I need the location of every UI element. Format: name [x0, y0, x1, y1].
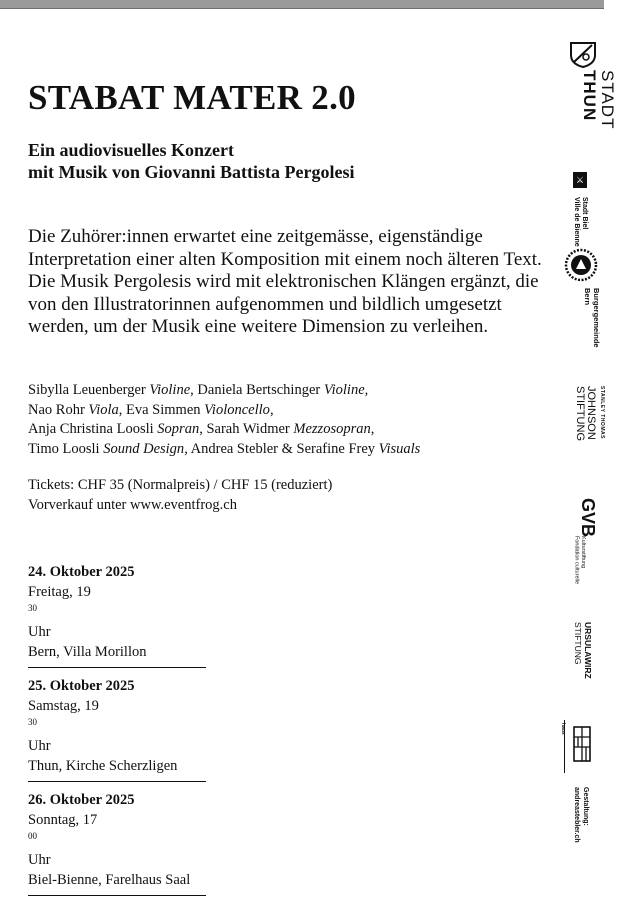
event-date: 26. Oktober 2025 [28, 792, 135, 808]
event-time: Samstag, 19 $^{30}$ Uhr [28, 698, 99, 754]
event-time: Freitag, 19 $^{30}$ Uhr [28, 584, 91, 640]
johnson-stiftung-logo: STANLEY THOMAS JOHNSON STIFTUNG [574, 386, 605, 441]
design-credit: Gestaltung: andreastebler.ch [573, 787, 589, 843]
credits-line: Nao Rohr Viola, Eva Simmen Violoncello, [28, 401, 274, 418]
page-title: STABAT MATER 2.0 [28, 78, 356, 117]
event-date: 24. Oktober 2025 [28, 564, 135, 580]
haus-label: haus [560, 723, 566, 735]
biel-emblem-icon: ⚔ [573, 172, 587, 188]
stadt-thun-logo: STADT THUN [580, 70, 617, 130]
event-time: Sonntag, 17 $^{00}$ Uhr [28, 812, 98, 868]
stadt-biel-logo: Stadt Biel Ville de Bienne [573, 197, 588, 247]
event-venue: Bern, Villa Morillon [28, 644, 147, 660]
event-date: 25. Oktober 2025 [28, 678, 135, 694]
presale-link[interactable]: Vorverkauf unter www.eventfrog.ch [28, 496, 237, 513]
burgergemeinde-seal-icon [564, 248, 598, 282]
event-venue: Thun, Kirche Scherzligen [28, 758, 178, 774]
top-border [0, 0, 604, 9]
gvb-subtitle: Kulturstiftung Fondation culturelle [573, 536, 586, 585]
ticket-prices: Tickets: CHF 35 (Normalpreis) / CHF 15 (reduziert) [28, 477, 333, 493]
tickets-info [28, 476, 332, 515]
credits-line: Anja Christina Loosli Sopran, Sarah Widmer Mezzosopran, [28, 421, 375, 437]
subtitle-line-2: mit Musik von Giovanni Battista Pergolesi [28, 162, 355, 182]
event-venue: Biel-Bienne, Farelhaus Saal [28, 872, 191, 888]
event-dates [28, 562, 206, 904]
thun-crest-icon [568, 40, 598, 68]
haus-logo-icon [572, 725, 592, 763]
subtitle [28, 139, 355, 183]
credits [28, 381, 548, 459]
subtitle-line-1: Ein audiovisuelles Konzert [28, 140, 235, 160]
event-date-item [28, 676, 206, 782]
credits-line: Sibylla Leuenberger Violine, Daniela Bertschinger Violine, [28, 382, 369, 398]
event-date-item [28, 790, 206, 896]
credits-line: Timo Loosli Sound Design, Andrea Stebler & Serafine Frey Visuals [28, 440, 421, 457]
burgergemeinde-logo: Burgergemeinde Bern [583, 288, 601, 348]
event-date-item [28, 562, 206, 668]
intro-paragraph: Die Zuhörer:innen erwartet eine zeitgemässe, eigenständige Interpretation einer alten Komposition mit einem noch älteren Text. Die Musik Pergolesis wird mit elektronischen Klängen ergänzt, die von den Illustratorinnen aufgenommen und bildlich umgesetzt werden, um der Musik eine weitere Dimension zu verleihen. [28, 226, 542, 337]
sponsor-column [560, 30, 617, 887]
gvb-logo: GVB [578, 498, 598, 538]
ursula-wirz-logo: URSULAWIRZ STIFTUNG [573, 622, 593, 679]
